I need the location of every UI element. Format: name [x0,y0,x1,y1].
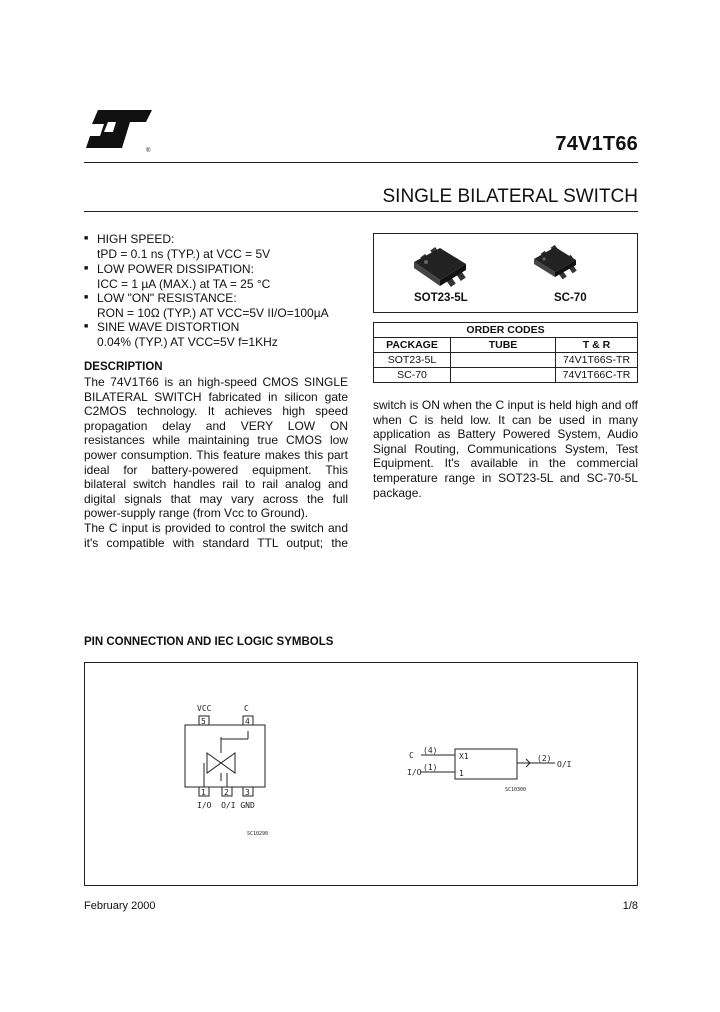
feature-detail: tPD = 0.1 ns (TYP.) at VCC = 5V [97,247,271,261]
logic-box-label: 1 [459,769,464,778]
pin-diagram-frame [84,662,638,886]
text-line: ideal for battery-powered equipment. This [84,462,348,477]
logo-mark: ® [146,148,151,154]
page-subtitle: SINGLE BILATERAL SWITCH [382,186,638,207]
package-label-sot23: SOT23-5L [414,292,468,304]
pin-section-heading: PIN CONNECTION AND IEC LOGIC SYMBOLS [84,636,334,648]
package-outline [185,725,265,787]
column-header: PACKAGE [374,338,451,353]
pin-number: 4 [245,717,250,726]
logic-symbol [421,749,555,779]
figure-ref: SC10290 [247,831,269,837]
pin-diagram [85,663,637,885]
bullet-icon: ■ [84,294,89,301]
feature-distortion [84,320,354,350]
bullet-icon: ■ [84,323,89,330]
package-label-sc70: SC-70 [554,292,587,304]
table-cell [451,368,556,383]
column-header: T & R [556,338,638,353]
pin-label-c: C [244,704,249,713]
text-line: propagation delay and VERY LOW ON [84,418,348,433]
table-cell: 74V1T66C-TR [556,368,638,383]
table-row [374,353,638,368]
text-line: The 74V1T66 is an high-speed CMOS SINGLE [84,375,348,389]
text-line: power consumption. This feature makes this part [84,447,348,462]
text-line: package. [373,485,422,500]
pin-labels-bottom: I/O O/I GND [197,801,255,810]
pin-number: 5 [201,717,206,726]
text-line: Equipment. It's available in the commercial [373,456,638,471]
logic-input-label: C [409,751,414,760]
subtitle-rule [84,211,638,212]
description-paragraph-1 [84,375,348,521]
text-line: temperature range in SOT23-5L and SC-70-5L [373,470,638,485]
pin-label-vcc: VCC [197,704,212,713]
text-line: resistances while maintaining true CMOS low [84,433,348,448]
order-codes-title: ORDER CODES [374,323,638,338]
table-cell: 74V1T66S-TR [556,353,638,368]
text-line: digital signals that may vary across the full [84,491,348,506]
text-line: switch is ON when the C input is held high and off [373,398,638,412]
feature-detail: 0.04% (TYP.) AT VCC=5V f=1KHz [97,335,278,349]
description-continuation [373,398,638,500]
footer-page: 1/8 [622,900,638,912]
feature-high-speed [84,232,354,262]
feature-detail: RON = 10Ω (TYP.) AT VCC=5V II/O=100µA [97,306,329,320]
text-line: The C input is provided to control the switch and [84,521,348,535]
header-rule [84,162,638,163]
logic-output-label: O/I [557,760,572,769]
order-codes-table [373,322,638,383]
description-paragraph-2 [84,521,348,550]
logic-pin-number: (2) [537,754,552,763]
logic-pin-number: (4) [423,746,438,755]
feature-title: LOW "ON" RESISTANCE: [97,291,237,305]
figure-ref: SC10300 [505,787,527,793]
pin-number: 2 [224,788,229,797]
sc70-package-icon [534,245,577,280]
description-heading: DESCRIPTION [84,361,163,373]
switch-symbol [204,731,248,787]
text-line: when C is held low. It can be used in many [373,412,638,427]
feature-title: LOW POWER DISSIPATION: [97,262,254,276]
table-row [374,368,638,383]
table-cell: SOT23-5L [374,353,451,368]
logic-input-label: I/O [407,768,422,777]
logic-pin-number: (1) [423,763,438,772]
feature-title: HIGH SPEED: [97,232,175,246]
feature-low-power [84,262,354,292]
st-logo [84,106,156,156]
text-line: application as Battery Powered System, Audio [373,427,638,442]
logic-box-label: X1 [459,752,469,761]
sot23-package-icon [414,247,466,287]
pin-number: 1 [201,788,206,797]
package-figure [373,233,638,313]
table-cell: SC-70 [374,368,451,383]
table-cell [451,353,556,368]
part-number: 74V1T66 [555,133,638,155]
text-line: bilateral switch handles rail to rail analog and [84,477,348,492]
column-header: TUBE [451,338,556,353]
footer-date: February 2000 [84,900,156,912]
feature-title: SINE WAVE DISTORTION [97,320,240,334]
bullet-icon: ■ [84,235,89,242]
feature-on-resistance [84,291,354,321]
text-line: power-supply range (from Vcc to Ground). [84,506,309,521]
text-line: it's compatible with standard TTL output; the [84,535,348,550]
text-line: BILATERAL SWITCH fabricated in silicon gate [84,389,348,404]
text-line: Signal Routing, Communications System, Test [373,441,638,456]
pin-number: 3 [245,788,250,797]
bullet-icon: ■ [84,265,89,272]
text-line: C2MOS technology. It achieves high speed [84,404,348,419]
feature-detail: ICC = 1 µA (MAX.) at TA = 25 °C [97,277,271,291]
